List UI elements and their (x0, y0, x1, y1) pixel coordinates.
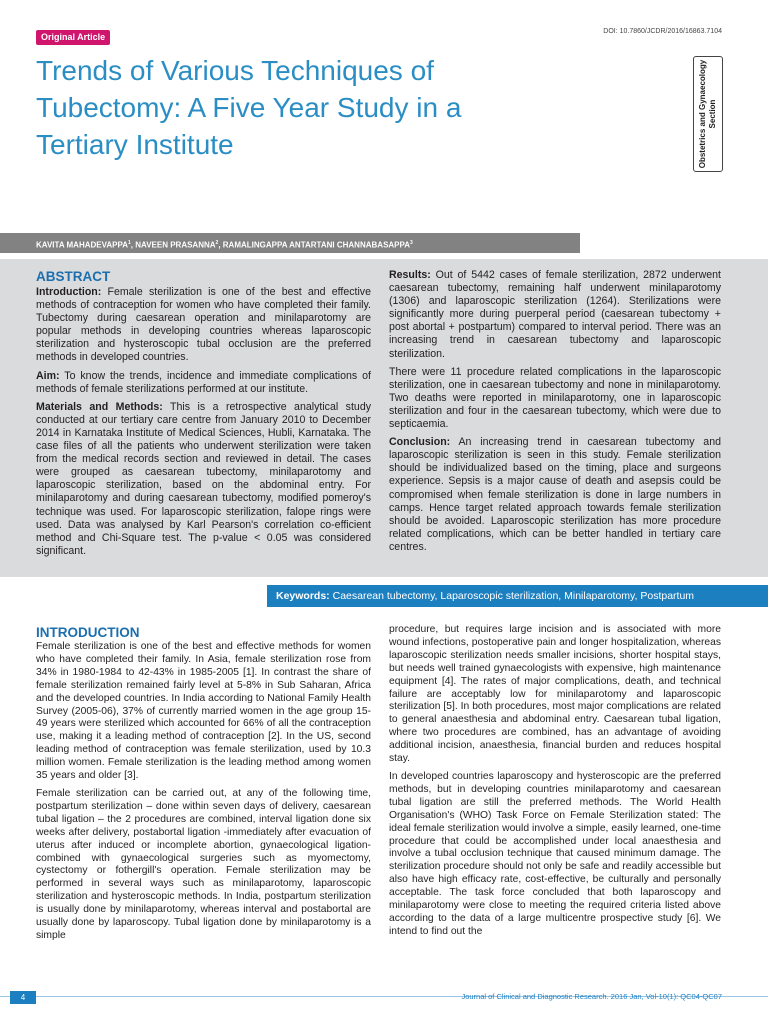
abstract-introduction (36, 286, 371, 365)
abstract-results (389, 269, 721, 361)
abstract-aim-label: Aim: (36, 369, 60, 382)
author-affiliation: 3 (410, 240, 413, 246)
abstract-introduction-label: Introduction: (36, 286, 102, 298)
keywords-text: Caesarean tubectomy, Laparoscopic sterilization, Minilaparotomy, Postpartum (329, 590, 695, 602)
abstract-aim (36, 370, 371, 396)
author-name: KAVITA MAHADEVAPPA (36, 240, 128, 250)
section-box (693, 56, 723, 172)
page-number: 4 (10, 991, 36, 1004)
doi[interactable]: DOI: 10.7860/JCDR/2016/16863.7104 (603, 28, 722, 35)
author-affiliation: 2 (215, 240, 219, 246)
abstract-results-text: Out of 5442 cases of female sterilization, 2872 underwent caesarean tubectomy, remaining half underwent minilaparotomy (1306) and laparoscopic sterilization (1264). Sterilizations were significantly more during puerperal period (caesarean tubectomy + post abortal + postpartum) compared to interval period. There was an increasing trend in caesarean tubectomy and laparoscopic sterilization. (389, 269, 721, 360)
abstract-heading: ABSTRACT (36, 269, 111, 284)
abstract-conclusion (389, 436, 721, 554)
author-name: NAVEEN PRASANNA (135, 240, 216, 250)
author-affiliation: 1 (128, 240, 131, 246)
abstract-left-column (36, 269, 371, 563)
introduction-right-column (389, 624, 721, 944)
abstract-results-continued: There were 11 procedure related complications in the laparoscopic sterilization, one in caesarean tubectomy and none in minilaparotomy. Two deaths were reported in minilaparotomy, one in laparoscopic sterilization and four in the caesarean tubectomy, which were due to septicaemia. (389, 365, 721, 431)
article-type-badge: Original Article (36, 30, 110, 45)
introduction-paragraph: Female sterilization can be carried out, at any of the following time, postpartum sterilization – done within seven days of delivery, caesarean tubal ligation – the 2 procedures are combined, interval ligation done six weeks after delivery, postabortal ligation -immediately after evacuation of uterus after induced or incomplete abortion, gynaecological ligation-combined with gynaecological surgeries such as myomectomy, cystectomy or fothergill's operation. Female sterilization may be performed in several ways such as minilaparotomy, laparoscopic sterilization and hysteroscopic methods. In India, postpartum sterilization is usually done by minilaparotomy, whereas interval and postabortal are usually done by laparoscopy. Tubal ligation done by minilaparotomy is a simple (36, 787, 371, 941)
introduction-left-column (36, 624, 371, 948)
keywords-label: Keywords: (276, 590, 330, 602)
author-separator: , (218, 240, 223, 250)
keywords-bar (267, 585, 768, 607)
article-title: Trends of Various Techniques of Tubectomy: A Five Year Study in a Tertiary Institute (36, 55, 462, 160)
introduction-paragraph: procedure, but requires large incision and is associated with more wound infections, postoperative pain and longer hospitalization, whereas laparoscopic sterilization needs smaller incisions, shorter hospital stays, but needs well trained gynaecologists with expensive, high maintenance equipment [4]. The rates of major complications, death, and technical failure are acceptably low for minilaparotomy and laparoscopic sterilization [5]. In both procedures, most major complications are related to general anaesthesia and abdominal entry. Caesarean tubal ligation, where two procedures are combined, has an advantage of avoiding additional incision, anaesthesia, financial burden and reduces hospital stay. (389, 624, 721, 765)
journal-citation: Journal of Clinical and Diagnostic Research. 2016 Jan, Vol-10(1): QC04-QC07 (461, 992, 722, 1001)
abstract-methods-label: Materials and Methods: (36, 400, 163, 413)
introduction-paragraph: In developed countries laparoscopy and hysteroscopic are the preferred methods, but in developing countries minilaparotomy and caesarean tubal ligation are still the preferred methods. The World Health Organisation's (WHO) Task Force on Female Sterilization stated: The ideal female sterilization would involve a simple, easily learned, one-time procedure that could be accomplished under local anaesthesia and involve a tubal occlusion technique that caused minimum damage. The sterilization procedure should not only be safe and readily accessible but also have high efficacy rate, cost-effective, be culturally and personally acceptable. The task force concluded that both laparoscopy and minilaparotomy were close to meeting the required criteria listed above according to the data of a large multicentre prospective study [6]. We intend to find out the (389, 770, 721, 937)
abstract-methods-text: This is a retrospective analytical study conducted at our tertiary care centre from January 2010 to December 2014 in Karnataka Institute of Medical Sciences, Hubli, Karnataka. The case files of all the patients who underwent sterilization were taken from the medical records section and reviewed in detail. The cases were grouped as caesarean tubectomy, minilaparotomy and laparoscopic sterilization, based on the abdominal entry. For minilaparotomy and during caesarean tubectomy, modified pomeroy's technique was used. For laparoscopic sterilization, falope rings were used. Data was analysed by Karl Pearson's correlation co-efficient method and Chi-Square test. The p-value < 0.05 was considered significant. (36, 400, 372, 557)
author-separator: , (130, 240, 136, 250)
section-label-line1: Obstetrics and Gynaecology (698, 59, 707, 169)
abstract-introduction-text: Female sterilization is one of the best and effective methods of contraception for women who have completed their family. Tubectomy during caesarean operation and minilaparotomy are popular methods in developing countries whereas laparoscopic sterilization and hysteroscopic tubal occlusion are the preferred methods in developed countries. (36, 286, 371, 364)
authors-bar (0, 233, 580, 253)
abstract-results-label: Results: (389, 269, 431, 281)
author-name: RAMALINGAPPA ANTARTANI CHANNABASAPPA (222, 240, 411, 250)
abstract-conclusion-text: An increasing trend in caesarean tubectomy and laparoscopic sterilization is seen in this study. Female sterilization should be individualized based on the timing, place and surgeons experience. Sepsis is a major cause of death and asepsis could be compromised when female sterilization is done in large numbers in camps. Hence target related approach towards female sterilization should be avoided. Laparoscopic sterilization has more procedure related complications, which can be better handled in tertiary care centres. (389, 436, 721, 553)
introduction-heading: INTRODUCTION (36, 625, 140, 640)
section-label (698, 59, 718, 169)
abstract-right-column (389, 269, 721, 559)
abstract-aim-text: To know the trends, incidence and immediate complications of methods of female sterilizations performed at our institute. (36, 369, 371, 395)
introduction-paragraph: Female sterilization is one of the best and effective methods for women who have completed their family. In Asia, female sterilization rose from 34% in 1980-1984 to 42-43% in 1985-2005 [1]. In contrast the share of female sterilization remained fairly level at 5-8% in Sub Saharan, Africa and the developed countries. In India according to National Family Health Survey (2005-06), 37% of currently married women in the age group 15-49 years were sterilized which accounted for 66% of all the contraception use, making it a leading method of contraception [2]. In the US, second leading method of contraception was female sterilization, used by 10.3 million women. Female sterilization is the leading method among women 35 years and older [3]. (36, 641, 371, 782)
abstract-conclusion-label: Conclusion: (389, 436, 451, 449)
abstract-methods (36, 401, 371, 558)
section-label-line2: Section (708, 99, 717, 129)
